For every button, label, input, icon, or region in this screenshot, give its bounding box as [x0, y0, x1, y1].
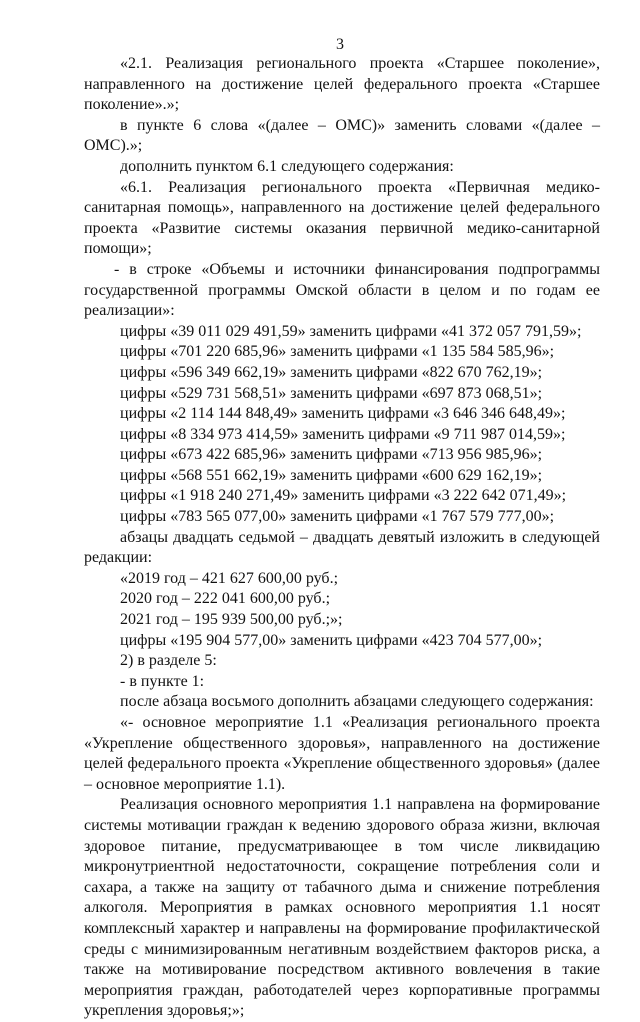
paragraph-final-replacement: цифры «195 904 577,00» заменить цифрами «423 704 577,00»;: [120, 631, 543, 649]
paragraph-abzacy: абзацы двадцать седьмой – двадцать девятый изложить в следующей редакции:: [84, 528, 600, 567]
document-body: [84, 54, 600, 1022]
year-list: [84, 569, 600, 631]
paragraph-implementation: Реализация основного мероприятия 1.1 направлена на формирование системы мотивации граждан к ведению здорового образа жизни, включая здоровое питание, предусматривающее в том числе ликвидацию микронутриентной недостаточности, сокращение потребления соли и сахара, а также на защиту от табачного дыма и снижение потребления алкоголя. Мероприятия в рамках основного мероприятия 1.1 носят комплексный характер и направлены на формирование профилактической среды с минимизированным негативным воздействием факторов риска, а также на мотивирование посредством активного вовлечения в такие мероприятия граждан, работодателей через корпоративные программы укрепления здоровья;»;: [84, 796, 600, 1020]
replacement-item: цифры «673 422 685,96» заменить цифрами «713 956 985,96»;: [120, 446, 543, 464]
paragraph-2-1: «2.1. Реализация регионального проекта «Старшее поколение», направленного на достижение целей федерального проекта «Старшее поколение».»;: [84, 55, 600, 114]
paragraph-main-activity-1-1: «- основное мероприятие 1.1 «Реализация регионального проекта «Укрепление общественного здоровья», направленного на достижение целей федерального проекта «Укрепление общественного здоровья» (далее – основное мероприятие 1.1).: [84, 714, 600, 793]
year-item: «2019 год – 421 627 600,00 руб.;: [120, 569, 339, 587]
replacement-item: цифры «1 918 240 271,49» заменить цифрами «3 222 642 071,49»;: [120, 487, 567, 505]
paragraph-point-6: в пункте 6 слова «(далее – ОМС)» заменить словами «(далее – ОМС).»;: [84, 116, 600, 155]
paragraph-section-5: 2) в разделе 5:: [120, 652, 217, 670]
replacement-list: [84, 322, 600, 528]
paragraph-point-1: - в пункте 1:: [120, 672, 205, 690]
replacement-item: цифры «8 334 973 414,59» заменить цифрами «9 711 987 014,59»;: [120, 425, 566, 443]
replacement-item: цифры «701 220 685,96» заменить цифрами «1 135 584 585,96»;: [120, 343, 555, 361]
replacement-item: цифры «39 011 029 491,59» заменить цифрами «41 372 057 791,59»;: [120, 322, 582, 340]
paragraph-6-1: «6.1. Реализация регионального проекта «Первичная медико-санитарная помощь», направленного на достижение целей федерального проекта «Развитие системы оказания первичной медико-санитарной помощи»;: [84, 178, 600, 258]
replacement-item: цифры «529 731 568,51» заменить цифрами «697 873 068,51»;: [120, 384, 543, 402]
replacement-item: цифры «2 114 144 848,49» заменить цифрами «3 646 346 648,49»;: [120, 405, 566, 423]
replacement-item: цифры «783 565 077,00» заменить цифрами «1 767 579 777,00»;: [120, 508, 555, 526]
replacement-item: цифры «568 551 662,19» заменить цифрами «600 629 162,19»;: [120, 466, 543, 484]
paragraph-funding-row: - в строке «Объемы и источники финансирования подпрограммы государственной программы Омской области в целом и по годам ее реализации»:: [84, 260, 600, 320]
page-number: 3: [336, 36, 344, 53]
year-item: 2020 год – 222 041 600,00 руб.;: [120, 590, 331, 608]
replacement-item: цифры «596 349 662,19» заменить цифрами «822 670 762,19»;: [120, 363, 543, 381]
year-item: 2021 год – 195 939 500,00 руб.;»;: [120, 611, 343, 629]
paragraph-after-eighth: после абзаца восьмого дополнить абзацами следующего содержания:: [120, 693, 594, 711]
paragraph-add-point-6-1: дополнить пунктом 6.1 следующего содержания:: [120, 157, 454, 175]
